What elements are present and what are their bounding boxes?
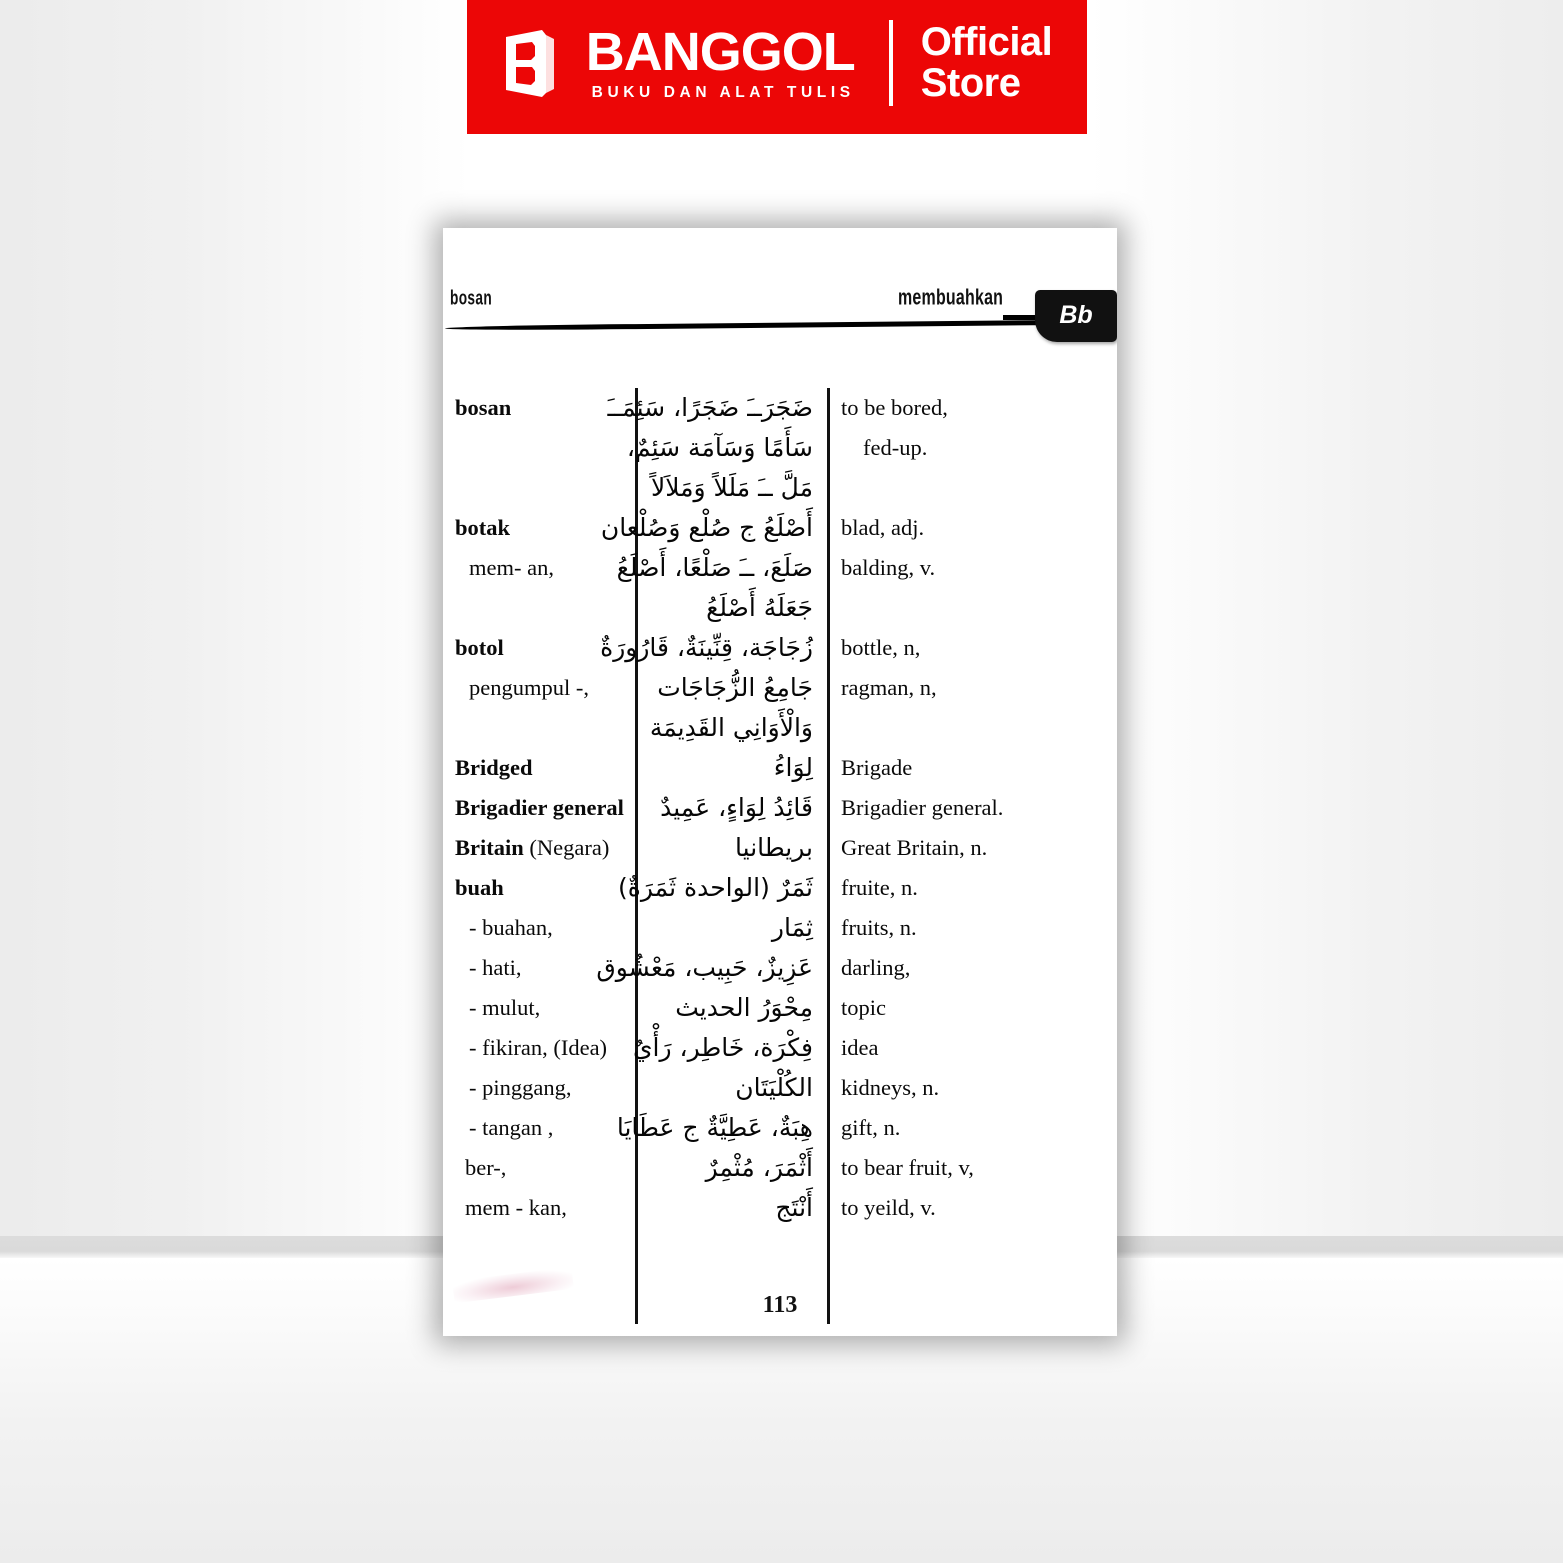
running-head-right: membuahkan xyxy=(898,285,1004,310)
dictionary-page-image xyxy=(443,228,1117,1336)
entry-headword: - pinggang, xyxy=(469,1075,572,1100)
entry-indonesian-cell xyxy=(443,668,635,708)
dictionary-entry-table xyxy=(443,388,1117,1228)
dictionary-row xyxy=(443,788,1117,828)
entry-headword: - tangan , xyxy=(469,1115,554,1140)
background-right-vignette xyxy=(1090,0,1563,1236)
dictionary-row xyxy=(443,708,1117,748)
dictionary-row xyxy=(443,748,1117,788)
entry-english-text: to be bored, xyxy=(841,395,948,420)
entry-arabic-text: جَامِعُ الزُّجَاجَات xyxy=(657,673,813,702)
entry-headword: - mulut, xyxy=(469,995,541,1020)
entry-indonesian-cell xyxy=(443,1028,635,1068)
entry-arabic-cell xyxy=(635,468,827,508)
entry-arabic-text: فِكْرَة، خَاطِر، رَأْيٌ xyxy=(632,1033,813,1062)
entry-arabic-text: الكُلْيَتَان xyxy=(735,1073,813,1102)
entry-arabic-cell xyxy=(607,388,827,428)
dictionary-row xyxy=(443,428,1117,468)
entry-english-cell xyxy=(827,1068,1117,1108)
entry-indonesian-cell xyxy=(443,1188,635,1228)
entry-english-text: fruits, n. xyxy=(841,915,917,940)
entry-arabic-text: زُجَاجَة، قِنِّينَةٌ، قَارُورَةٌ xyxy=(600,633,813,662)
entry-arabic-cell xyxy=(632,1028,827,1068)
entry-english-text: Brigade xyxy=(841,755,913,780)
entry-headword xyxy=(455,588,635,628)
header-rule xyxy=(445,320,1050,331)
banner-divider xyxy=(889,20,893,106)
background-left-vignette xyxy=(0,0,470,1236)
entry-arabic-cell xyxy=(635,588,827,628)
entry-arabic-cell xyxy=(616,1108,827,1148)
dictionary-row xyxy=(443,1068,1117,1108)
entry-indonesian-cell xyxy=(443,828,635,868)
entry-arabic-text: أَثْمَرَ، مُثْمِرٌ xyxy=(705,1153,813,1182)
brand-name: BANGGOL xyxy=(585,22,855,83)
entry-english-text: fed-up. xyxy=(863,435,928,460)
entry-arabic-text: أَصْلَعُ ج صُلْع وَصُلْعان xyxy=(600,513,813,542)
entry-arabic-text: عَزِيزٌ، حَبِيب، مَعْشُوق xyxy=(596,953,813,982)
dictionary-row xyxy=(443,988,1117,1028)
entry-arabic-cell xyxy=(616,548,827,588)
entry-headword-qualifier: (Negara) xyxy=(523,835,610,860)
entry-english-cell xyxy=(827,628,1117,668)
entry-arabic-cell xyxy=(600,508,827,548)
entry-arabic-cell xyxy=(635,748,827,788)
entry-english-cell xyxy=(827,748,1117,788)
entry-english-text: kidneys, n. xyxy=(841,1075,940,1100)
entry-english-text: blad, adj. xyxy=(841,515,925,540)
entry-arabic-cell xyxy=(635,708,827,748)
entry-indonesian-cell xyxy=(443,908,635,948)
entry-arabic-cell xyxy=(635,1068,827,1108)
entry-english-cell xyxy=(827,468,1117,508)
entry-arabic-cell xyxy=(635,668,827,708)
entry-arabic-cell xyxy=(626,428,827,468)
official-store-label xyxy=(921,22,1053,104)
entry-english-cell xyxy=(827,708,1117,748)
entry-headword xyxy=(455,468,635,508)
entry-indonesian-cell xyxy=(443,708,635,748)
entry-english-text: Great Britain, n. xyxy=(841,835,988,860)
entry-arabic-text: لِوَاءُ xyxy=(773,753,813,782)
entry-indonesian-cell xyxy=(443,468,635,508)
dictionary-row xyxy=(443,1188,1117,1228)
entry-indonesian-cell xyxy=(443,868,635,908)
entry-english-cell xyxy=(827,788,1117,828)
entry-indonesian-cell xyxy=(443,1068,635,1108)
entry-indonesian-cell xyxy=(443,988,635,1028)
entry-arabic-text: جَعَلَهُ أَصْلَعُ xyxy=(706,593,813,622)
entry-arabic-cell xyxy=(635,988,827,1028)
official-line-2: Store xyxy=(920,61,1021,105)
entry-headword: bosan xyxy=(455,395,512,420)
dictionary-row xyxy=(443,588,1117,628)
entry-english-text: balding, v. xyxy=(841,555,936,580)
entry-english-cell xyxy=(827,668,1117,708)
entry-arabic-text: أَنْتَج xyxy=(775,1193,813,1222)
entry-arabic-text: مَلَّ ــَ مَلَلاً وَمَلاَلاً xyxy=(650,473,813,502)
dictionary-row xyxy=(443,868,1117,908)
dictionary-row xyxy=(443,388,1117,428)
entry-indonesian-cell xyxy=(443,588,635,628)
entry-english-text: to yeild, v. xyxy=(841,1195,936,1220)
entry-headword: - hati, xyxy=(469,955,522,980)
entry-english-text: to bear fruit, v, xyxy=(841,1155,974,1180)
brand-block xyxy=(585,22,855,102)
entry-indonesian-cell xyxy=(443,748,635,788)
dictionary-row xyxy=(443,1028,1117,1068)
entry-english-text: topic xyxy=(841,995,886,1020)
entry-headword: mem- an, xyxy=(469,555,554,580)
entry-headword: botol xyxy=(455,635,504,660)
entry-arabic-cell xyxy=(600,628,827,668)
entry-arabic-cell xyxy=(596,948,827,988)
entry-english-cell xyxy=(827,588,1117,628)
entry-english-cell xyxy=(827,868,1117,908)
entry-english-cell xyxy=(827,1188,1117,1228)
entry-arabic-cell xyxy=(635,828,827,868)
entry-english-cell xyxy=(827,428,1117,468)
open-book-b-icon xyxy=(502,27,564,99)
entry-arabic-text: مِحْوَرُ الحديث xyxy=(675,993,813,1022)
dictionary-row xyxy=(443,948,1117,988)
page-number: 113 xyxy=(762,1292,798,1318)
thumb-tab-bb xyxy=(1035,290,1117,342)
brand-tagline: BUKU DAN ALAT TULIS xyxy=(591,84,855,102)
entry-english-text: Brigadier general. xyxy=(841,795,1004,820)
entry-english-text: darling, xyxy=(841,955,911,980)
entry-headword: Brigadier general xyxy=(455,795,624,820)
entry-english-text: fruite, n. xyxy=(841,875,918,900)
entry-indonesian-cell xyxy=(443,788,635,828)
dictionary-row xyxy=(443,508,1117,548)
entry-arabic-text: هِبَةٌ، عَطِيَّةٌ ج عَطَايَا xyxy=(616,1113,813,1142)
entry-arabic-text: ثَمَرٌ (الواحدة ثَمَرَةٌ) xyxy=(617,873,813,902)
dictionary-row xyxy=(443,1148,1117,1188)
entry-english-cell xyxy=(827,1148,1117,1188)
entry-headword: botak xyxy=(455,515,511,540)
entry-headword: - buahan, xyxy=(469,915,553,940)
entry-english-text: ragman, n, xyxy=(841,675,937,700)
store-banner xyxy=(467,0,1087,134)
entry-english-cell xyxy=(827,1108,1117,1148)
entry-indonesian-cell xyxy=(443,1108,635,1148)
entry-indonesian-cell xyxy=(443,548,635,588)
entry-indonesian-cell xyxy=(443,388,635,428)
entry-headword xyxy=(455,428,635,468)
entry-english-cell xyxy=(827,948,1117,988)
entry-arabic-cell xyxy=(617,868,827,908)
entry-headword: buah xyxy=(455,875,504,900)
entry-arabic-text: قَائِدُ لِوَاءٍ، عَمِيدٌ xyxy=(660,793,813,822)
entry-arabic-text: بريطانيا xyxy=(735,833,813,862)
dictionary-row xyxy=(443,548,1117,588)
entry-english-text: idea xyxy=(841,1035,879,1060)
entry-arabic-cell xyxy=(635,1148,827,1188)
entry-headword xyxy=(455,708,635,748)
running-head-left: bosan xyxy=(450,287,493,310)
thumb-tab-label: Bb xyxy=(1059,300,1093,329)
entry-arabic-cell xyxy=(635,908,827,948)
entry-arabic-text: ضَجَرَــَ ضَجَرًا، سَئِمَــَ xyxy=(607,393,813,422)
entry-indonesian-cell xyxy=(443,1148,635,1188)
entry-english-text: gift, n. xyxy=(841,1115,901,1140)
dictionary-row xyxy=(443,668,1117,708)
dictionary-row xyxy=(443,1108,1117,1148)
entry-english-text: bottle, n, xyxy=(841,635,921,660)
entry-headword: mem - kan, xyxy=(465,1195,567,1220)
entry-english-cell xyxy=(827,828,1117,868)
entry-arabic-text: سَأَمًا وَسَآمَة سَئِمٌ، xyxy=(626,433,813,462)
entry-indonesian-cell xyxy=(443,428,635,468)
dictionary-row xyxy=(443,628,1117,668)
entry-arabic-cell xyxy=(635,788,827,828)
entry-english-text xyxy=(841,588,1117,628)
dictionary-row xyxy=(443,828,1117,868)
entry-headword: pengumpul -, xyxy=(469,675,589,700)
official-line-1: Official xyxy=(920,20,1053,65)
entry-arabic-text: وَالْأَوَانِي القَدِيمَة xyxy=(649,713,813,742)
entry-english-cell xyxy=(827,548,1117,588)
entry-arabic-text: صَلَعَ، ــَ صَلْعًا، أَصْلَعُ xyxy=(616,553,813,582)
entry-english-text xyxy=(841,468,1117,508)
entry-english-text xyxy=(841,708,1117,748)
entry-arabic-text: ثِمَار xyxy=(771,913,813,942)
entry-headword: Bridged xyxy=(455,755,533,780)
entry-headword: Britain (Negara) xyxy=(455,835,610,860)
entry-english-cell xyxy=(827,1028,1117,1068)
entry-arabic-cell xyxy=(635,1188,827,1228)
entry-english-cell xyxy=(827,388,1117,428)
dictionary-row xyxy=(443,468,1117,508)
entry-headword: ber-, xyxy=(465,1155,507,1180)
entry-english-cell xyxy=(827,908,1117,948)
entry-headword: - fikiran, (Idea) xyxy=(469,1035,608,1060)
entry-english-cell xyxy=(827,988,1117,1028)
dictionary-row xyxy=(443,908,1117,948)
entry-english-cell xyxy=(827,508,1117,548)
